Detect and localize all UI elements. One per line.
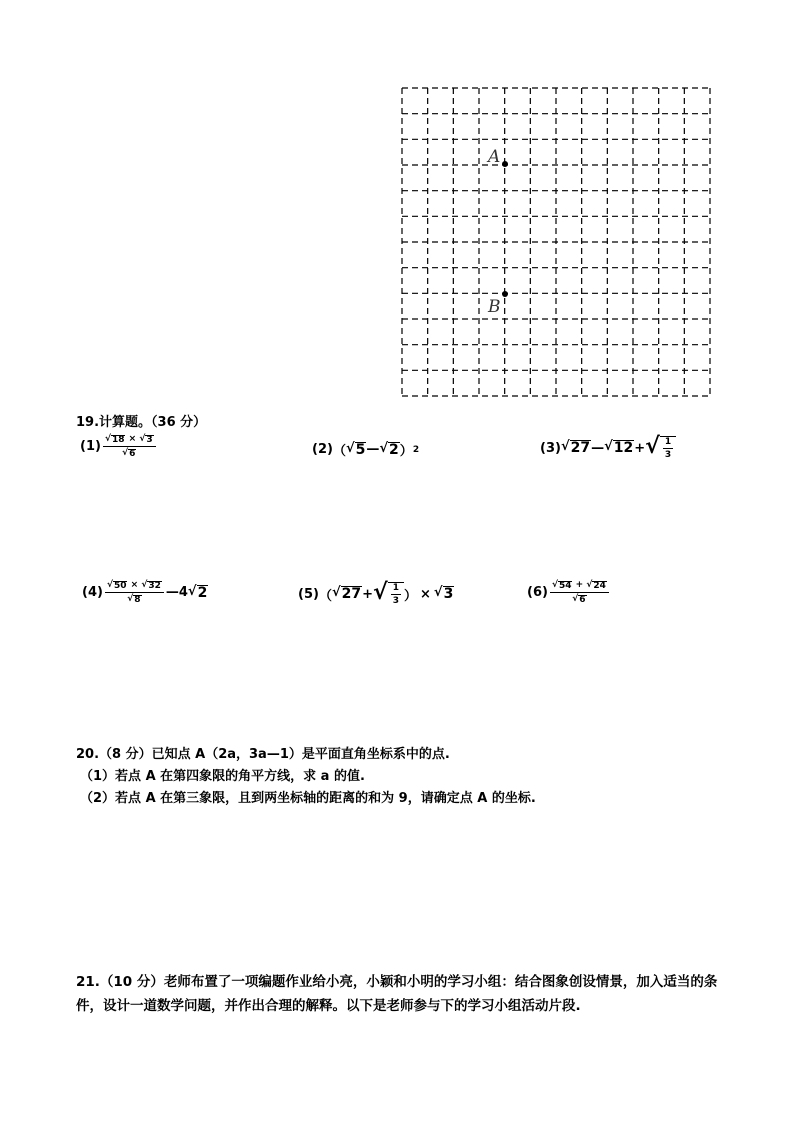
q19-item-3: (3) √ 27 — √ 12 + √ $\frac{1}{3}$ (540, 436, 676, 460)
point-b-dot (502, 291, 508, 297)
point-b-label: B (488, 297, 501, 317)
q19-item-2: (2) （ √ 5 — √ 2 ） 2 (312, 440, 420, 459)
point-a-dot (502, 161, 508, 167)
item-number: (3) (540, 440, 561, 456)
q19-item-1 (80, 434, 158, 460)
item-number: (6) (527, 585, 548, 601)
q19-item-6: (6) √ 54 + √ 24 √ 6 (527, 580, 611, 606)
item-number: (5) (298, 586, 319, 602)
point-a-label: A (488, 147, 501, 167)
q20-part-2: （2）若点 A 在第三象限，且到两坐标轴的距离的和为 9，请确定点 A 的坐标. (80, 791, 536, 806)
item-number: (1) (80, 439, 101, 455)
q20-stem: 20.（8 分）已知点 A（2a，3a—1）是平面直角坐标系中的点. (76, 747, 450, 762)
q19-item-4: (4) √ 50 × √ 32 √ 8 —4 √ 2 (82, 580, 208, 606)
fraction: √ 18 × √ 3 √ 6 (103, 434, 156, 460)
q20-part-1: （1）若点 A 在第四象限的角平方线，求 a 的值. (80, 769, 365, 784)
q19-item-5: (5) （ √ 27 + √ $\frac{1}{3}$ ） × √ 3 (298, 580, 454, 606)
item-number: (2) (312, 442, 333, 457)
coordinate-grid (398, 84, 714, 400)
q21-stem: 21.（10 分）老师布置了一项编题作业给小亮，小颖和小明的学习小组：结合图象创设情景，加入适当的条件，设计一道数学问题，并作出合理的解释。以下是老师参与下的学习小组活动片段. (76, 974, 718, 1014)
q19-heading: 19.计算题。（36 分） (76, 415, 207, 430)
item-number: (4) (82, 585, 103, 601)
